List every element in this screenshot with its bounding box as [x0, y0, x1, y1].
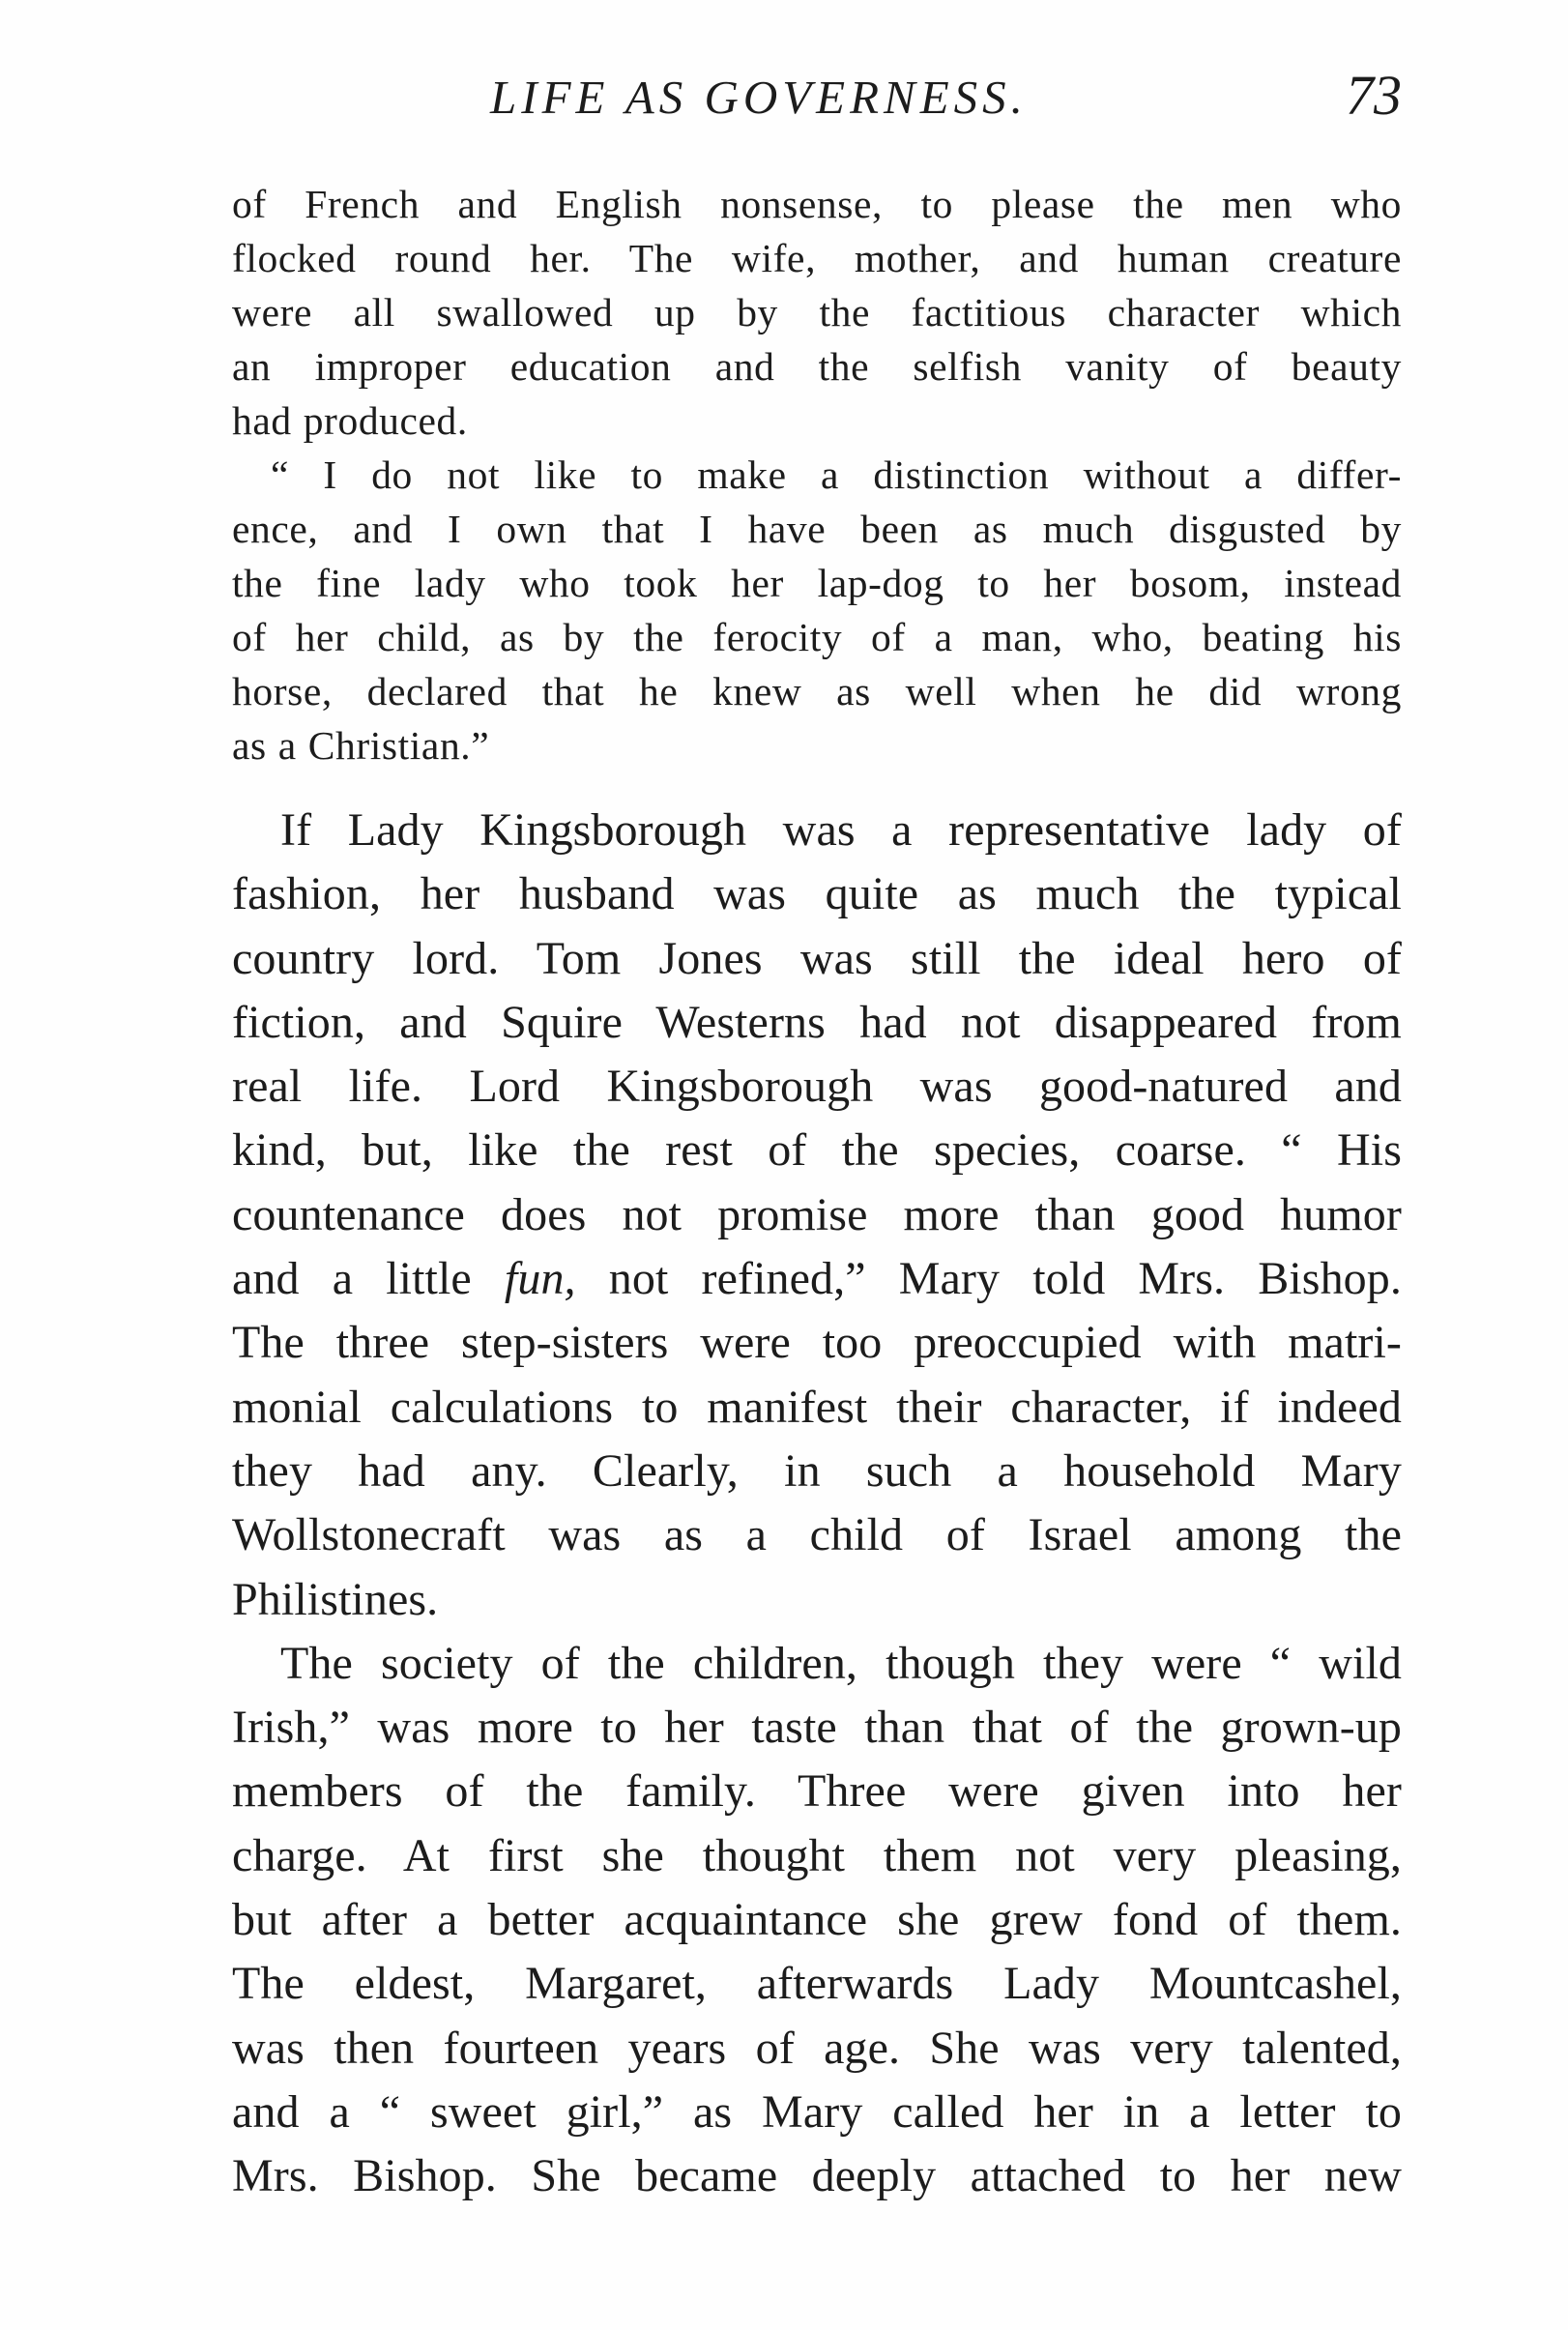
text-line: charge. At first she thought them not very pleasing, — [232, 1829, 1402, 1881]
main-text — [232, 799, 1402, 2209]
text-line: as a Christian.” — [232, 723, 490, 768]
page-number: 73 — [1346, 64, 1402, 127]
text-line: they had any. Clearly, in such a household Mary — [232, 1444, 1402, 1497]
text-line: of her child, as by the ferocity of a man, who, beating his — [232, 615, 1402, 659]
text-fragment: not refined,” Mary told Mrs. Bishop. — [575, 1253, 1402, 1305]
text-line: country lord. Tom Jones was still the ideal hero of — [232, 932, 1402, 984]
text-line: “ I do not like to make a distinction without a differ- — [271, 452, 1402, 497]
text-line: monial calculations to manifest their character, if indeed — [232, 1381, 1402, 1433]
text-line: had produced. — [232, 398, 468, 443]
text-line: of French and English nonsense, to please the men who — [232, 182, 1402, 226]
text-line: but after a better acquaintance she grew fond of them. — [232, 1894, 1402, 1946]
text-line: flocked round her. The wife, mother, and human creature — [232, 236, 1402, 280]
text-line: horse, declared that he knew as well when he did wrong — [232, 669, 1402, 714]
text-line: members of the family. Three were given into her — [232, 1765, 1402, 1818]
body-paragraph-2 — [232, 1632, 1402, 2209]
text-line: If Lady Kingsborough was a representative lady of — [280, 804, 1402, 856]
text-line: ence, and I own that I have been as much disgusted by — [232, 507, 1402, 551]
text-fragment: and a little — [232, 1253, 505, 1305]
text-line: fashion, her husband was quite as much the typical — [232, 868, 1402, 920]
page-header — [229, 66, 1402, 143]
text-line: Wollstonecraft was as a child of Israel among the — [232, 1509, 1402, 1561]
quoted-passage — [232, 177, 1402, 772]
text-line: the fine lady who took her lap-dog to her bosom, instead — [232, 561, 1402, 605]
text-line: kind, but, like the rest of the species, coarse. “ His — [232, 1124, 1402, 1177]
text-line: and a “ sweet girl,” as Mary called her in a letter to — [232, 2085, 1402, 2138]
quote-paragraph-2-cont — [232, 502, 1402, 772]
text-line: The three step-sisters were too preoccupied with matri- — [232, 1317, 1402, 1369]
quote-paragraph-1 — [232, 177, 1402, 448]
text-line: Philistines. — [232, 1573, 439, 1625]
text-line: fiction, and Squire Westerns had not disappeared from — [232, 996, 1402, 1048]
text-line: Mrs. Bishop. She became deeply attached to her new — [232, 2150, 1402, 2202]
text-line: real life. Lord Kingsborough was good-natured and — [232, 1061, 1402, 1113]
body-paragraph-1 — [232, 799, 1402, 1632]
text-line: Irish,” was more to her taste than that of the grown-up — [232, 1702, 1402, 1754]
text-line: countenance does not promise more than good humor — [232, 1188, 1402, 1240]
text-line: was then fourteen years of age. She was very talented, — [232, 2022, 1402, 2074]
emphasis-fun: fun, — [504, 1253, 576, 1305]
text-line: were all swallowed up by the factitious character which — [232, 290, 1402, 335]
text-line: an improper education and the selfish vanity of beauty — [232, 344, 1402, 389]
text-line: The eldest, Margaret, afterwards Lady Mountcashel, — [232, 1958, 1402, 2010]
running-title: LIFE AS GOVERNESS. — [490, 71, 1028, 124]
text-line: The society of the children, though they were “ wild — [280, 1637, 1402, 1689]
quote-paragraph-2 — [232, 448, 1402, 502]
text-line-with-emphasis — [232, 1247, 1402, 1311]
